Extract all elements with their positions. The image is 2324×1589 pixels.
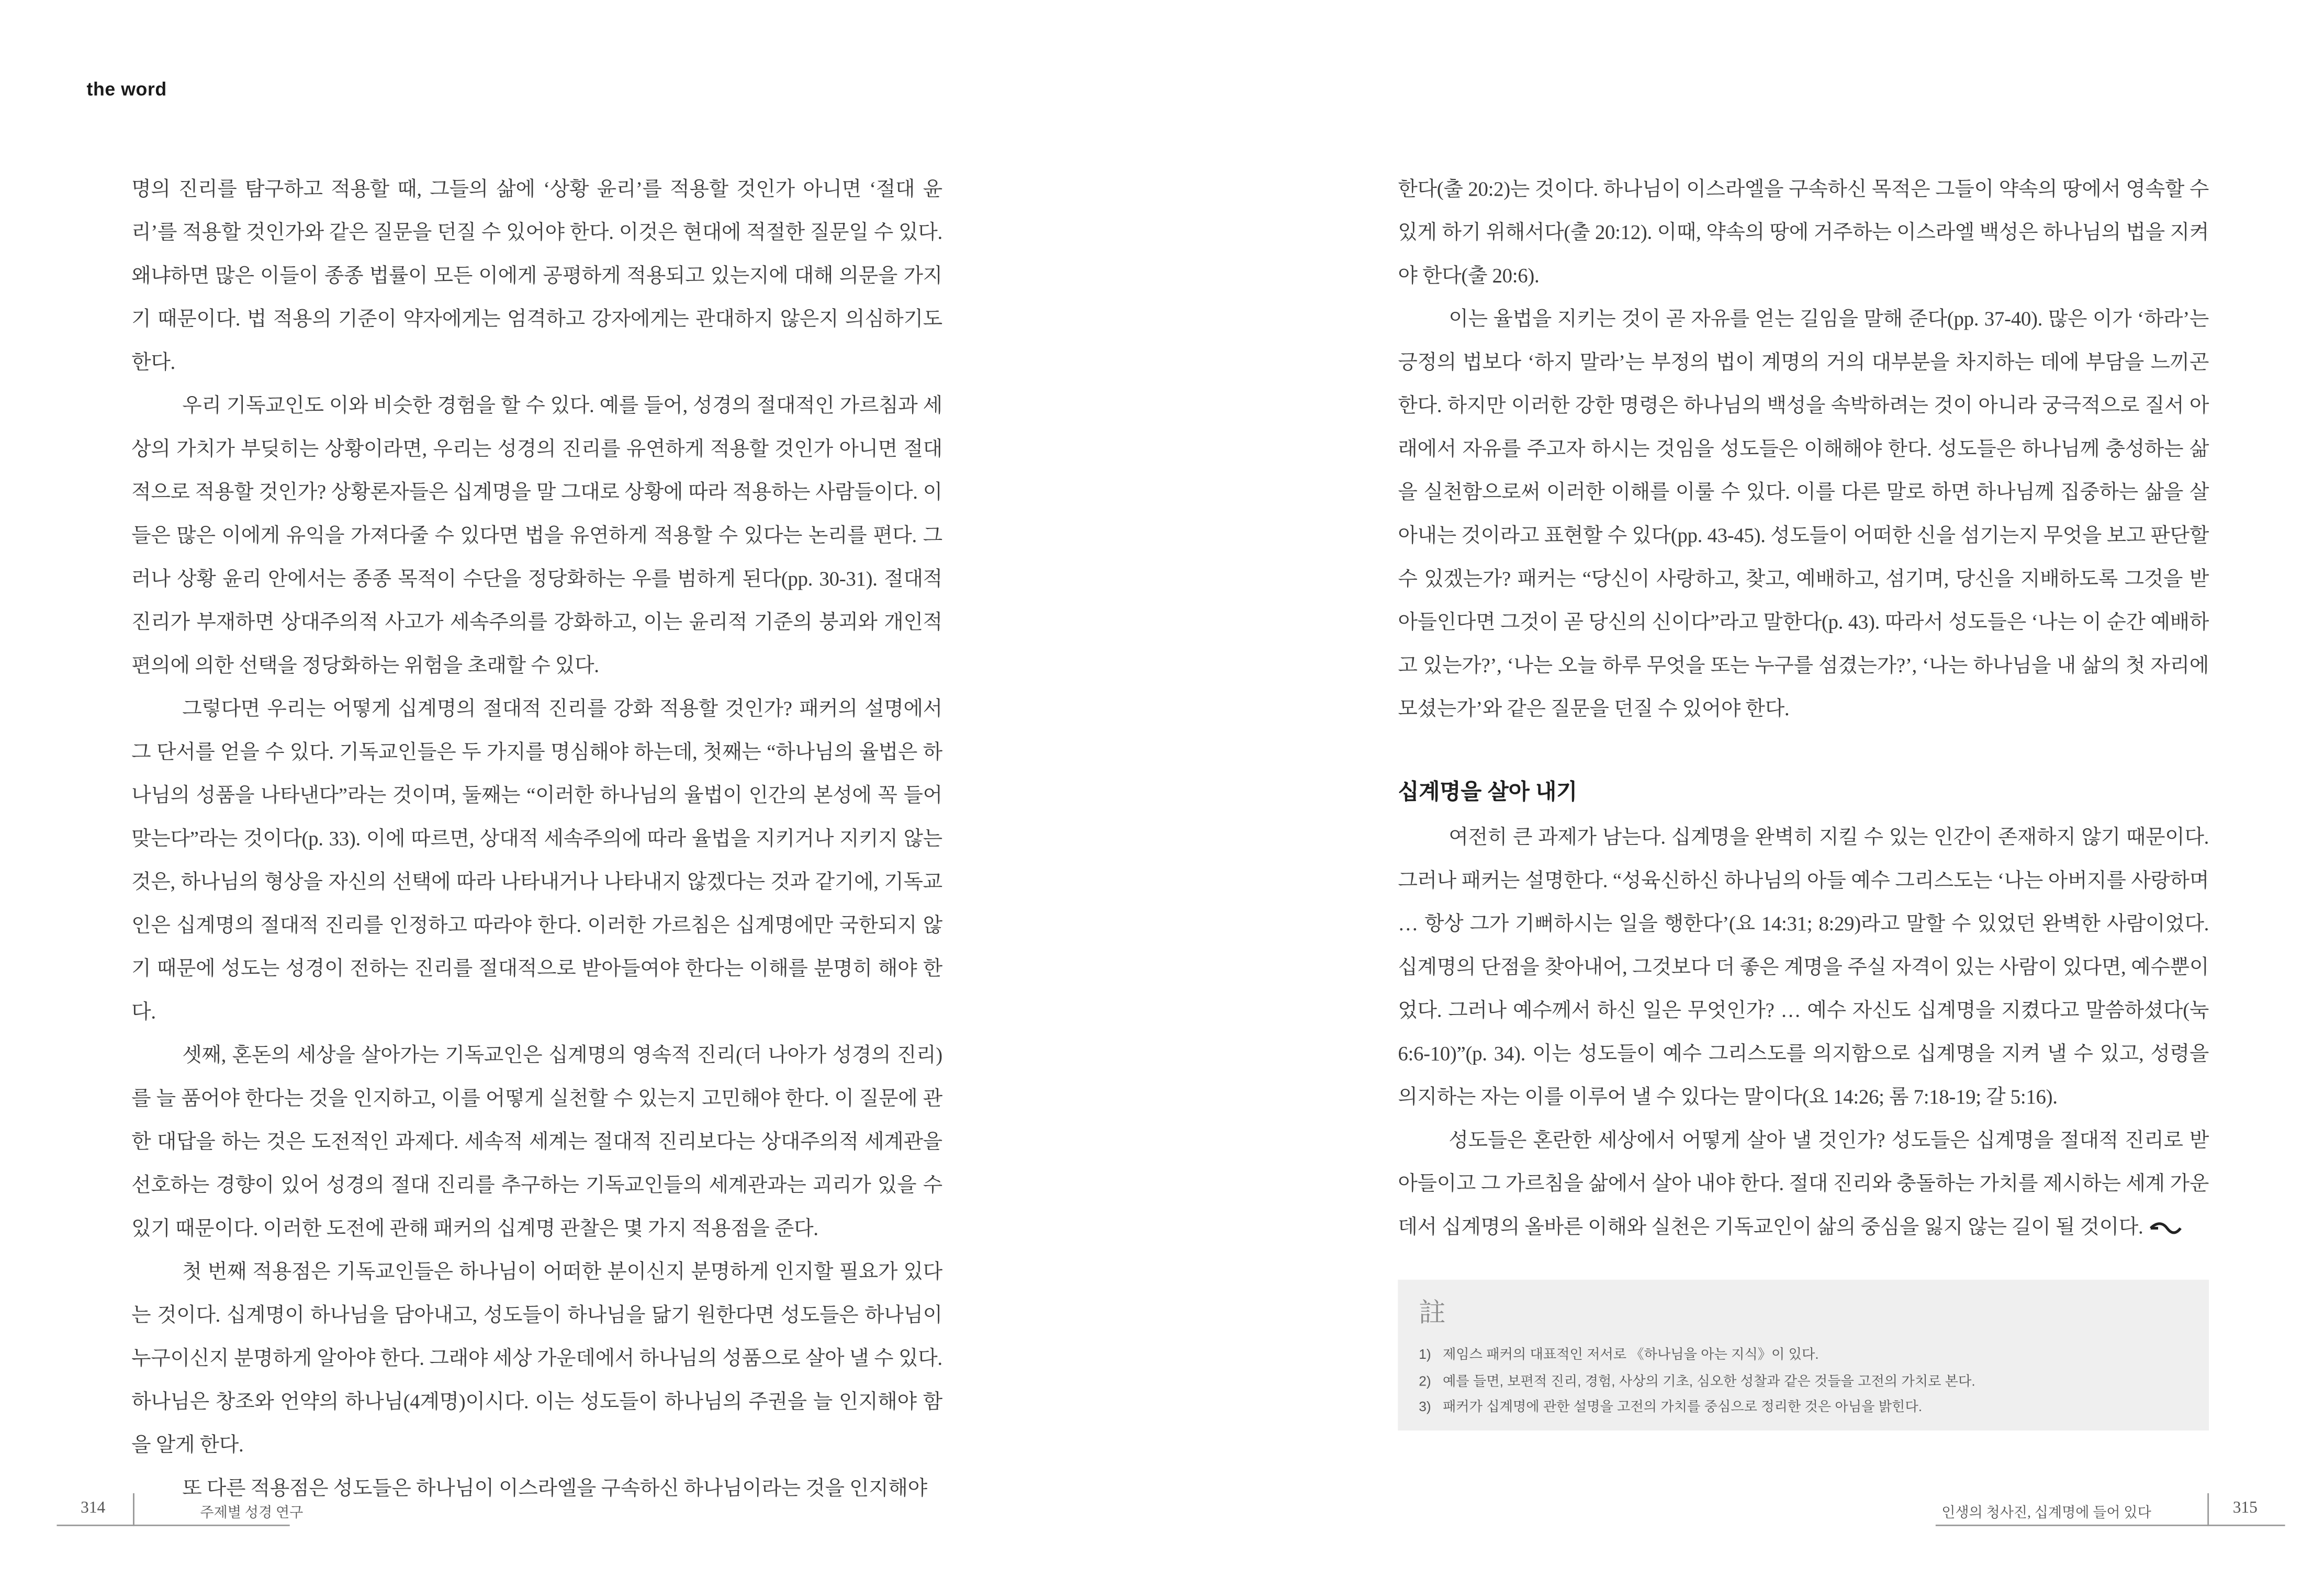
body-paragraph: 첫 번째 적용점은 기독교인들은 하나님이 어떠한 분이신지 분명하게 인지할 필요가 있다는 것이다. 십계명이 하나님을 담아내고, 성도들이 하나님을 닮기 원한다면 성도들은 하나님이 누구이신지 분명하게 알아야 한다. 그래야 세상 가운데에서 하나님의 성품으로 살아 낼 수 있다. 하나님은 창조와 언약의 하나님(4계명)이시다. 이는 성도들이 하나님의 주권을 늘 인지해야 함을 알게 한다. xyxy=(131,1260,942,1456)
footnote-text: 패커가 십계명에 관한 설명을 고전의 가치를 중심으로 정리한 것은 아님을 밝힌다. xyxy=(1442,1399,1923,1414)
footnote xyxy=(1419,1395,2188,1421)
chapter-title-footer: 인생의 청사진, 십계명에 들어 있다 xyxy=(1941,1506,2151,1522)
footer-divider-left xyxy=(133,1493,134,1526)
body-paragraph xyxy=(1398,1119,2209,1248)
left-page-number: 314 xyxy=(81,1499,106,1517)
footer-divider-right xyxy=(2207,1493,2209,1526)
footnote-text: 예를 들면, 보편적 진리, 경험, 사상의 기초, 심오한 성찰과 같은 것들을 고전의 가치로 본다. xyxy=(1442,1373,1975,1388)
body-paragraph: 우리 기독교인도 이와 비슷한 경험을 할 수 있다. 예를 들어, 성경의 절대적인 가르침과 세상의 가치가 부딪히는 상황이라면, 우리는 성경의 진리를 유연하게 적용할 것인가 아니면 절대적으로 적용할 것인가? 상황론자들은 십계명을 말 그대로 상황에 따라 적용하는 사람들이다. 이들은 많은 이에게 유익을 가져다줄 수 있다면 법을 유연하게 적용할 수 있다는 논리를 편다. 그러나 상황 윤리 안에서는 종종 목적이 수단을 정당화하는 우를 범하게 된다(pp. 30-31). 절대적 진리가 부재하면 상대주의적 사고가 세속주의를 강화하고, 이는 윤리적 기준의 붕괴와 개인적 편의에 의한 선택을 정당화하는 위험을 초래할 수 있다. xyxy=(131,394,942,677)
footnote xyxy=(1419,1343,2188,1369)
body-paragraph: 셋째, 혼돈의 세상을 살아가는 기독교인은 십계명의 영속적 진리(더 나아가 성경의 진리)를 늘 품어야 한다는 것을 인지하고, 이를 어떻게 실천할 수 있는지 고민해야 한다. 이 질문에 관한 대답을 하는 것은 도전적인 과제다. 세속적 세계는 절대적 진리보다는 상대주의적 세계관을 선호하는 경향이 있어 성경의 절대 진리를 추구하는 기독교인들의 세계관과는 괴리가 있을 수 있기 때문이다. 이러한 도전에 관해 패커의 십계명 관찰은 몇 가지 적용점을 준다. xyxy=(131,1043,942,1239)
running-head: the word xyxy=(86,79,167,100)
body-paragraph: 명의 진리를 탐구하고 적용할 때, 그들의 삶에 ‘상황 윤리’를 적용할 것인가 아니면 ‘절대 윤리’를 적용할 것인가와 같은 질문을 던질 수 있어야 한다. 이것은 현대에 적절한 질문일 수 있다. 왜냐하면 많은 이들이 종종 법률이 모든 이에게 공평하게 적용되고 있는지에 대해 의문을 가지기 때문이다. 법 적용의 기준이 약자에게는 엄격하고 강자에게는 관대하지 않은지 의심하기도 한다. xyxy=(131,177,942,374)
right-page-number: 315 xyxy=(2232,1499,2258,1517)
end-mark-icon xyxy=(2149,1222,2182,1236)
left-column xyxy=(131,167,942,1510)
body-paragraph: 여전히 큰 과제가 남는다. 십계명을 완벽히 지킬 수 있는 인간이 존재하지 않기 때문이다. 그러나 패커는 설명한다. “성육신하신 하나님의 아들 예수 그리스도는 ‘나는 아버지를 사랑하며 … 항상 그가 기뻐하시는 일을 행한다’(요 14:31; 8:29)라고 말할 수 있었던 완벽한 사람이었다. 십계명의 단점을 찾아내어, 그것보다 더 좋은 계명을 주실 자격이 있는 사람이 있다면, 예수뿐이었다. 그러나 예수께서 하신 일은 무엇인가? … 예수 자신도 십계명을 지켰다고 말씀하셨다(눅 6:6-10)”(p. 34). 이는 성도들이 예수 그리스도를 의지함으로 십계명을 지켜 낼 수 있고, 성령을 의지하는 자는 이를 이루어 낼 수 있다는 말이다(요 14:26; 롬 7:18-19; 갈 5:16). xyxy=(1398,826,2209,1108)
footnote-number: 1) xyxy=(1419,1347,1431,1362)
closing-paragraph-text: 성도들은 혼란한 세상에서 어떻게 살아 낼 것인가? 성도들은 십계명을 절대적 진리로 받아들이고 그 가르침을 삶에서 살아 내야 한다. 절대 진리와 충돌하는 가치를 제시하는 세계 가운데서 십계명의 올바른 이해와 실천은 기독교인이 삶의 중심을 잃지 않는 길이 될 것이다. xyxy=(1398,1129,2209,1238)
section-heading: 십계명을 살아 내기 xyxy=(1398,781,1578,805)
book-title-footer: 주제별 성경 연구 xyxy=(200,1506,304,1522)
body-paragraph: 그렇다면 우리는 어떻게 십계명의 절대적 진리를 강화 적용할 것인가? 패커의 설명에서 그 단서를 얻을 수 있다. 기독교인들은 두 가지를 명심해야 하는데, 첫째는 “하나님의 율법은 하나님의 성품을 나타낸다”라는 것이며, 둘째는 “이러한 하나님의 율법이 인간의 본성에 꼭 들어맞는다”라는 것이다(p. 33). 이에 따르면, 상대적 세속주의에 따라 율법을 지키거나 지키지 않는 것은, 하나님의 형상을 자신의 선택에 따라 나타내거나 나타내지 않겠다는 것과 같기에, 기독교인은 십계명의 절대적 진리를 인정하고 따라야 한다. 이러한 가르침은 십계명에만 국한되지 않기 때문에 성도는 성경이 전하는 진리를 절대적으로 받아들여야 한다는 이해를 분명히 해야 한다. xyxy=(131,697,942,1023)
body-paragraph: 이는 율법을 지키는 것이 곧 자유를 얻는 길임을 말해 준다(pp. 37-40). 많은 이가 ‘하라’는 긍정의 법보다 ‘하지 말라’는 부정의 법이 계명의 거의 대부분을 차지하는 데에 부담을 느끼곤 한다. 하지만 이러한 강한 명령은 하나님의 백성을 속박하려는 것이 아니라 궁극적으로 질서 아래에서 자유를 주고자 하시는 것임을 성도들은 이해해야 한다. 성도들은 하나님께 충성하는 삶을 실천함으로써 이러한 이해를 이룰 수 있다. 이를 다른 말로 하면 하나님께 집중하는 삶을 살아내는 것이라고 표현할 수 있다(pp. 43-45). 성도들이 어떠한 신을 섬기는지 무엇을 보고 판단할 수 있겠는가? 패커는 “당신이 사랑하고, 찾고, 예배하고, 섬기며, 당신을 지배하도록 그것을 받아들인다면 그것이 곧 당신의 신이다”라고 말한다(p. 43). 따라서 성도들은 ‘나는 이 순간 예배하고 있는가?’, ‘나는 오늘 하루 무엇을 또는 누구를 섬겼는가?’, ‘나는 하나님을 내 삶의 첫 자리에 모셨는가’와 같은 질문을 던질 수 있어야 한다. xyxy=(1398,307,2209,720)
footnotes-box xyxy=(1398,1280,2209,1430)
footnote-text: 제임스 패커의 대표적인 저서로 《하나님을 아는 지식》이 있다. xyxy=(1442,1347,1819,1362)
footnotes-title: 註 xyxy=(1419,1298,1446,1329)
footer-rule-left xyxy=(57,1525,289,1526)
body-paragraph: 또 다른 적용점은 성도들은 하나님이 이스라엘을 구속하신 하나님이라는 것을 인지해야 xyxy=(182,1477,927,1500)
footnote-number: 2) xyxy=(1419,1373,1431,1388)
footnote xyxy=(1419,1369,2188,1395)
right-column xyxy=(1398,167,2209,1248)
footer-rule-right xyxy=(1936,1525,2285,1526)
body-paragraph: 한다(출 20:2)는 것이다. 하나님이 이스라엘을 구속하신 목적은 그들이 약속의 땅에서 영속할 수 있게 하기 위해서다(출 20:12). 이때, 약속의 땅에 거주하는 이스라엘 백성은 하나님의 법을 지켜야 한다(출 20:6). xyxy=(1398,177,2209,287)
footnote-number: 3) xyxy=(1419,1399,1431,1414)
